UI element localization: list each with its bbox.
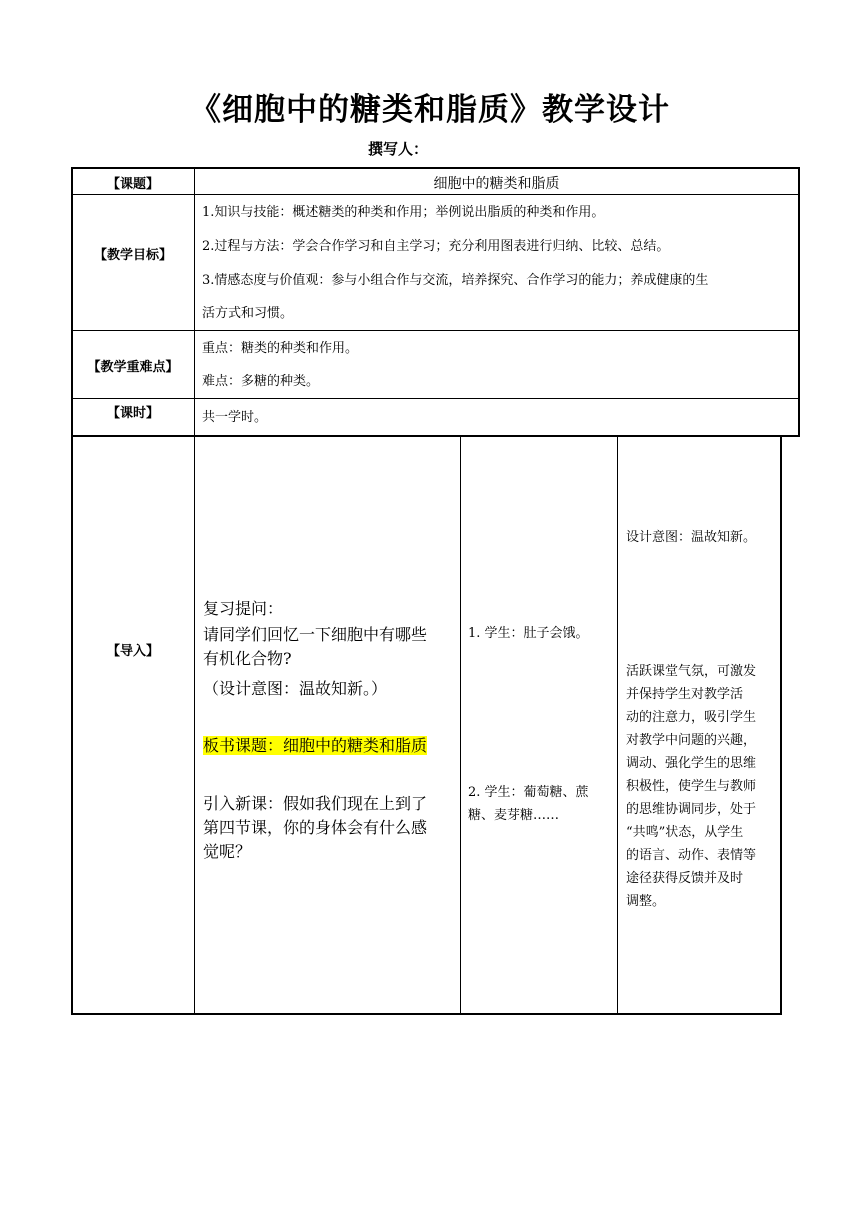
new-lesson-line: 觉呢？ <box>203 842 252 861</box>
keypoints-label: 【教学重难点】 <box>87 360 179 375</box>
intro-label: 【导入】 <box>106 644 159 659</box>
design-intent-note: （设计意图：温故知新。） <box>203 679 388 698</box>
intent-line: 调整。 <box>626 894 666 909</box>
hours-label: 【课时】 <box>106 406 159 421</box>
new-lesson-line: 引入新课：假如我们现在上到了 <box>203 794 428 813</box>
intent-line: 动的注意力，吸引学生 <box>626 710 757 725</box>
review-question-line: 请同学们回忆一下细胞中有哪些 <box>203 625 428 644</box>
keypoint-item: 重点：糖类的种类和作用。 <box>202 341 359 356</box>
topic-value: 细胞中的糖类和脂质 <box>433 176 560 192</box>
intent-line: 途径获得反馈并及时 <box>626 871 744 886</box>
intent-line: 的思维协调同步，处于 <box>626 802 757 817</box>
goal-item: 活方式和习惯。 <box>202 306 294 321</box>
author-label: 撰写人： <box>368 140 429 158</box>
intent-line: 对教学中问题的兴趣， <box>626 733 757 748</box>
student-answer: 糖、麦芽糖…… <box>468 808 560 823</box>
hours-value: 共一学时。 <box>202 410 268 425</box>
intent-top: 设计意图：温故知新。 <box>626 530 757 545</box>
intent-line: 的语言、动作、表情等 <box>626 848 757 863</box>
keypoint-item: 难点：多糖的种类。 <box>202 374 320 389</box>
document-title: 《细胞中的糖类和脂质》教学设计 <box>190 92 670 128</box>
intent-line: 并保持学生对教学活 <box>626 687 744 702</box>
new-lesson-line: 第四节课，你的身体会有什么感 <box>203 818 428 837</box>
intent-line: 调动、强化学生的思维 <box>626 756 757 771</box>
student-answer: 2. 学生：葡萄糖、蔗 <box>468 785 589 800</box>
intent-line: 活跃课堂气氛，可激发 <box>626 664 757 679</box>
goals-label: 【教学目标】 <box>93 248 172 263</box>
student-answer: 1. 学生：肚子会饿。 <box>468 626 589 641</box>
goal-item: 3.情感态度与价值观：参与小组合作与交流，培养探究、合作学习的能力；养成健康的生 <box>202 273 709 288</box>
review-question-heading: 复习提问： <box>203 599 284 618</box>
review-question-line: 有机化合物? <box>203 649 292 668</box>
intent-line: “共鸣”状态，从学生 <box>626 825 744 840</box>
board-title-highlight: 板书课题：细胞中的糖类和脂质 <box>203 736 428 755</box>
topic-label: 【课题】 <box>106 177 159 192</box>
intent-line: 积极性，使学生与教师 <box>626 779 757 794</box>
goal-item: 1.知识与技能：概述糖类的种类和作用；举例说出脂质的种类和作用。 <box>202 205 605 220</box>
goal-item: 2.过程与方法：学会合作学习和自主学习；充分利用图表进行归纳、比较、总结。 <box>202 239 670 254</box>
